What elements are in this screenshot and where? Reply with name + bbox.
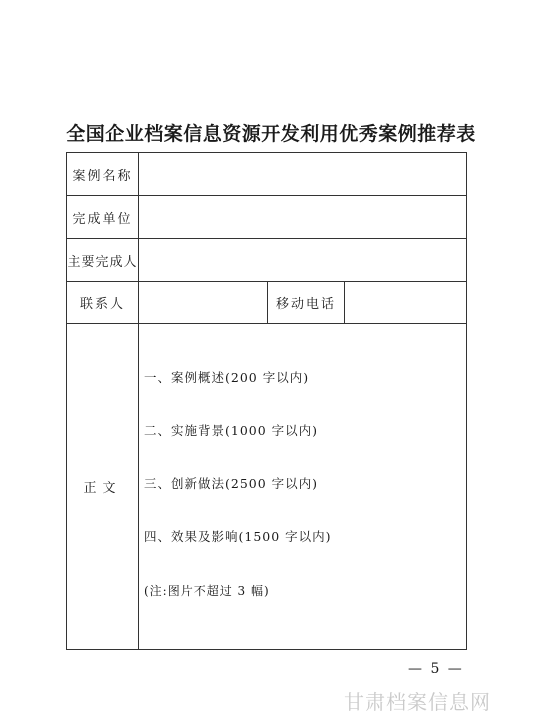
- form-row-unit: [67, 196, 467, 239]
- body-item-background: 二、实施背景(1000 字以内): [144, 423, 319, 438]
- contact-field[interactable]: [139, 282, 268, 324]
- main-people-field[interactable]: [139, 239, 467, 282]
- body-outline: [144, 370, 332, 599]
- form-row-main-people: [67, 239, 467, 282]
- document-title: 全国企业档案信息资源开发利用优秀案例推荐表: [66, 123, 476, 145]
- body-item-effect: 四、效果及影响(1500 字以内): [144, 529, 332, 544]
- mobile-field[interactable]: [345, 282, 467, 324]
- body-item-innovation: 三、创新做法(2500 字以内): [144, 476, 319, 491]
- body-label: 正文: [67, 324, 139, 650]
- recommendation-form: [66, 152, 467, 650]
- case-name-label: 案例名称: [67, 153, 139, 196]
- mobile-label: 移动电话: [268, 282, 345, 324]
- watermark: 甘肃档案信息网: [344, 690, 491, 714]
- contact-label: 联系人: [67, 282, 139, 324]
- body-item-overview: 一、案例概述(200 字以内): [144, 370, 310, 385]
- body-note: (注:图片不超过 3 幅): [144, 584, 270, 598]
- form-row-case-name: [67, 153, 467, 196]
- unit-label: 完成单位: [67, 196, 139, 239]
- unit-field[interactable]: [139, 196, 467, 239]
- form-row-contact: [67, 282, 467, 324]
- main-people-label: 主要完成人: [67, 239, 139, 282]
- body-field[interactable]: [139, 324, 467, 650]
- page-number: — 5 —: [408, 661, 464, 677]
- form-row-body: [67, 324, 467, 650]
- case-name-field[interactable]: [139, 153, 467, 196]
